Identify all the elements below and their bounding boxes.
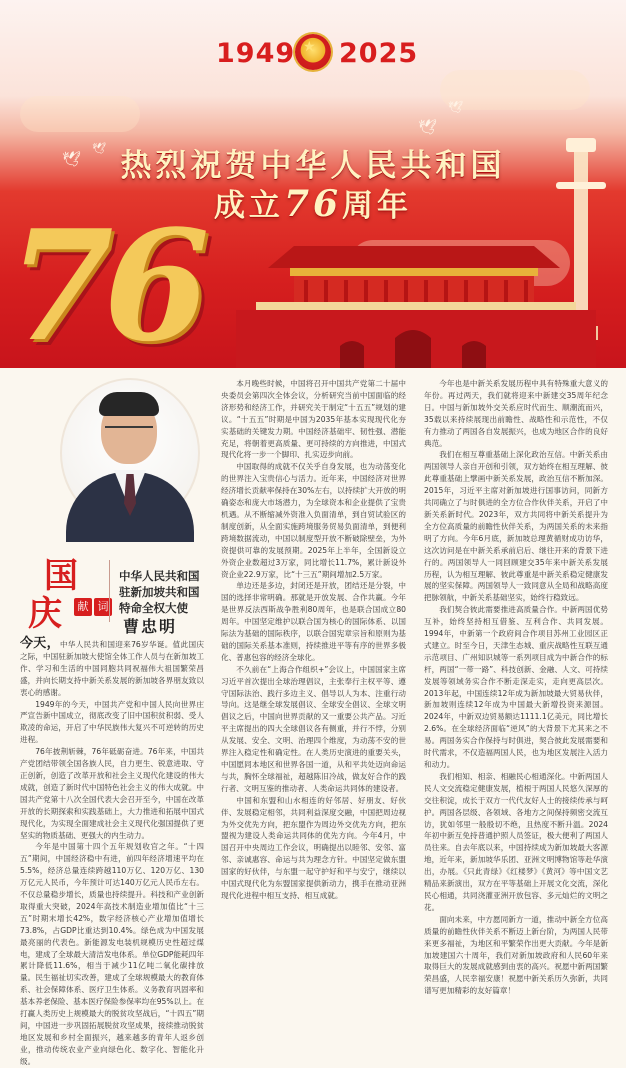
national-day-ribbon [28, 548, 118, 634]
author-name: 曹忠明 [123, 617, 178, 636]
dove-icon: 🕊 [92, 142, 106, 155]
ribbon-char-qing: 庆 [28, 594, 62, 634]
year-start: 1949 [216, 38, 296, 69]
article-paragraph: 中国和东盟和山水相连的好邻居、好朋友、好伙伴、发展稳定相邻，共同利益深度交融，中国把周边视为外交优先方向，把东盟作为周边外交优先方向，把东盟视为建设人类命运共同体的优先方向。今年4月，中国召开中央周边工作会议，明确提出以睦邻、安邻、富邻、亲诚惠容、命运与共为理念方针。中国坚定做东盟国家的好伙伴，与东盟一起守护好和平与安宁，继续以中国式现代化为东盟国家提供新动力，携手在推动亚洲现代化进程中相互支持、相互成就。 [221, 795, 406, 900]
article-paragraph: 今天，中华人民共和国迎来76岁华诞。值此国庆之际，中国驻新加坡大使馆全体工作人员与在新加坡工作、学习和生活的中国同胞共同祝福伟大祖国繁荣昌盛，并向长期支持中新关系发展的新加坡各界朋友致以衷心的感谢。 [20, 636, 204, 697]
ambassador-portrait [60, 378, 200, 528]
seal-xian: 献 [74, 598, 92, 616]
divider [109, 560, 110, 622]
headline-prefix: 成立 [213, 188, 284, 224]
headline-suffix: 周年 [342, 188, 413, 224]
tiananmen-gate-icon [236, 246, 596, 368]
article-lead: 今天， [20, 636, 60, 651]
article-paragraph: 中国取得的成就不仅关乎自身发展，也为动荡变化的世界注入宝贵信心与活力。近年来，中国经济对世界经济增长贡献率保持在30%左右，以持续扩大开放的明确姿态和庞大市场潜力，为全球资本和企业提供了宝贵机遇。从不断缩减外资准入负面清单，到自贸试验区的制度创新，从全面实施跨境服务贸易负面清单，到便利跨境数据流动，中国以制度型开放不断破除壁垒，为外资提供可靠的发展预期。2025年上半年，全国新设立外资企业数超过3万家，同比增长11.7%，累计新设外资企业22.9万家，比“十三五”期间增加2.5万家。 [221, 462, 406, 579]
article-paragraph: 我们在相互尊重基础上深化政治互信。中新关系由两国领导人亲自开创和引领，双方始终在相互理解、彼此尊重基础上擘画中新关系发展，政治互信不断加深。2015年，习近平主席对新加坡进行国事访问，同新方共同确立了与时俱进的全方位合作伙伴关系，开启了中新关系新时代。2023年，双方共同将中新关系提升为全方位高质量的前瞻性伙伴关系，为两国关系的未来指明了方向。今年6月底，新加坡总理黄循财成功访华，这次访问是在中新关系承前启后、继往开来的背景下进行的。两国领导人一同回顾建交35年来中新关系发展历程，认为相互理解、彼此尊重是中新关系稳定健康发展的坚实保障。两国领导人一致同意从全局和战略高度把脉领航，中新关系基础坚实，始终行稳致远。 [424, 450, 608, 603]
national-emblem-icon: ★ [295, 34, 331, 70]
article-paragraph: 我们契合彼此需要推进高质量合作。中新两国优势互补，始终坚持相互借鉴、互利合作、共同发展。1994年，中新第一个政府间合作项目苏州工业园区正式建立。时至今日，天津生态城、重庆战略性互联互通示范项目、广州知识城等一系列项目成为中新合作的标杆，两国“一带一路”、科技创新、金融、人文、可持续发展等领域务实合作不断走深走实，走向更高层次。2013年起，中国连续12年成为新加坡最大贸易伙伴，新加坡则连续12年成为中国最大新增投资来源国。2024年，中新双边贸易额达1111.1亿美元，同比增长2.6%。在全球经济面临“逆风”的大背景下尤其来之不易。两国务实合作保持与时俱进，契合彼此发展需要和时代需求，不仅造福两国人民，也为地区发展注入活力和动力。 [424, 605, 608, 769]
article-paragraph: 76年披荆斩棘，76年砥砺奋进。76年来，中国共产党团结带领全国各族人民，自力更生、锐意进取、守正创新，创造了改革开放和社会主义现代化建设的伟大成就，创造了新时代中国特色社会主义的伟大成就。中国共产党第十八次全国代表大会召开至今，中国在改革开放的长期探索和实践基础上，大力推进和拓展中国式现代化，为实现全面建成社会主义现代化强国提供了更坚实的物质基础、更强大的内生动力。 [20, 747, 204, 840]
article-paragraph: 面向未来，中方愿同新方一道，推动中新全方位高质量的前瞻性伙伴关系不断迈上新台阶，为两国人民带来更多福祉，为地区和平繁荣作出更大贡献。今年是新加坡建国六十周年，我们对新加坡政府和人民60年来取得巨大的发展成就感到由衷的高兴。祝愿中新两国繁荣昌盛，人民幸福安康！祝愿中新关系历久弥新，共同谱写更加精彩的友好篇章！ [424, 914, 608, 996]
author-post [119, 568, 200, 616]
article-paragraph: 今年是中国第十四个五年规划收官之年。“十四五”期间，中国经济稳中有进，前四年经济增速平均在5.5%，经济总量连续跨越110万亿、120万亿、130万亿元人民币，今年预计可达140万亿元人民币左右。不仅总量稳步增长，质量也持续提升。科技和产业创新取得重大突破，2024年高技术制造业增加值比“十三五”时期末增长42%，数字经济核心产业增加值增长73.8%，占GDP比重达到10.4%。绿色成为中国发展最亮丽的代表色。新能源发电装机规模历史性超过煤电，建成了全球最大清洁发电体系。单位GDP能耗四年累计降低11.6%，相当于减少11亿吨二氧化碳排放量。民生福祉切实改善，建成了全球规模最大的教育体系、社会保障体系、医疗卫生体系。义务教育巩固率和基本养老保险、基本医疗保险参保率均在95%以上。在打赢人类历史上规模最大的脱贫攻坚战后，“十四五”期间，中国进一步巩固拓展脱贫攻坚成果，接续推动脱贫地区发展和乡村全面振兴，越来越多的青年人返乡创业，推动传统农业产业向绿色化、数字化、智能化升级。 [20, 842, 204, 1066]
author-post-line3: 特命全权大使 [119, 601, 188, 615]
ribbon-char-guo: 国 [44, 556, 78, 596]
banner [0, 0, 626, 375]
article-column-2 [221, 378, 406, 1018]
author-post-line1: 中华人民共和国 [119, 569, 200, 583]
dove-icon: 🕊 [62, 150, 82, 168]
article-paragraph: 不久前在“上海合作组织+”会议上，中国国家主席习近平首次提出全球治理倡议，主张奉行主权平等、遵守国际法治、践行多边主义、倡导以人为本、注重行动导向。这是继全球发展倡议、全球安全倡议、全球文明倡议之后，中国向世界贡献的又一重要公共产品。习近平主席提出的四大全球倡议各有侧重，并行不悖，分别从发展、安全、文明、治理四个维度，为动荡不安的世界注入稳定性和确定性。在人类历史演进的重要关头，中国愿同本地区和世界各国一道，从和平共处迈向命运与共，胸怀全球福祉，超越陈旧冷战，做友好合作的践行者、文明互鉴的推动者、人类命运共同体的建设者。 [221, 664, 406, 793]
article-paragraph: 今年也是中新关系发展历程中具有特殊重大意义的年份。再过两天，我们就将迎来中新建交35周年纪念日。中国与新加坡外交关系应时代而生、顺潮流而兴，35载以来持续展现出前瞻性、战略性和示范性，不仅有力推动了两国各自发展振兴，也成为地区合作的良好典范。 [424, 379, 608, 448]
headline-number: 76 [283, 183, 343, 225]
author-post-line2: 驻新加坡共和国 [119, 585, 200, 599]
article-paragraph: 我们相知、相亲、相融民心相通深化。中新两国人民人文交流稳定健康发展，植根于两国人民悠久深厚的交往积淀，成长于双方一代代友好人士的接续传承与呵护。两国各层级、各领域、各地方之间保持频密交流互访，犹如邻里一般殷切不绝，且热度不断升温。2024年初中新互免持普通护照人员签证，极大便利了两国人员往来。自去年底以来，中国持续成为新加坡最大客源地，近年来，新加坡华乐团、亚洲文明博物馆等赴华演出，办展。《只此青绿》《红楼梦》《黄河》等中国文艺精品来新演出，双方在平等基础上开展文化交流，深化民心相通，共同浇灌亚洲开放包容、多元灿烂的文明之花。 [424, 771, 608, 912]
year-end: 2025 [339, 38, 419, 69]
dove-icon: 🕊 [418, 118, 438, 136]
article-paragraph: 1949年的今天，中国共产党和中国人民向世界庄严宣告新中国成立，彻底改变了旧中国积贫积弱、受人欺凌的命运，开启了中华民族伟大复兴不可逆转的历史进程。 [20, 699, 204, 745]
article-column-1 [20, 636, 204, 1066]
article-paragraph: 本月晚些时候，中国将召开中国共产党第二十届中央委员会第四次全体会议，分析研究当前中国面临的经济形势和经济工作，并研究关于制定“十五五”规划的建议。“十五五”时期是中国为2035年基本实现现代化夯实基础的关键发力期。中国经济基础牢、韧性强、潜能充足，将朝着更高质量、更可持续的方向推进，中国式现代化将一步一个脚印、扎实迈步向前。 [221, 379, 406, 460]
dove-icon: 🕊 [448, 100, 464, 114]
article-paragraph: 单边还是多边，封闭还是开放，团结还是分裂，中国的选择非常明确。那就是开放发展、合作共赢。今年是世界反法西斯战争胜利80周年，也是联合国成立80周年。中国坚定维护以联合国为核心的国际体系、以国际法为基础的国际秩序，以联合国宪章宗旨和原则为基础的国际关系基本准则，持续推进平等有序的世界多极化、普惠包容的经济全球化。 [221, 581, 406, 662]
headline-line1: 热烈祝贺中华人民共和国 [120, 148, 506, 184]
seal-ci: 词 [94, 598, 112, 616]
article-column-3 [424, 378, 608, 1018]
big-number-76: 76 [8, 196, 200, 375]
